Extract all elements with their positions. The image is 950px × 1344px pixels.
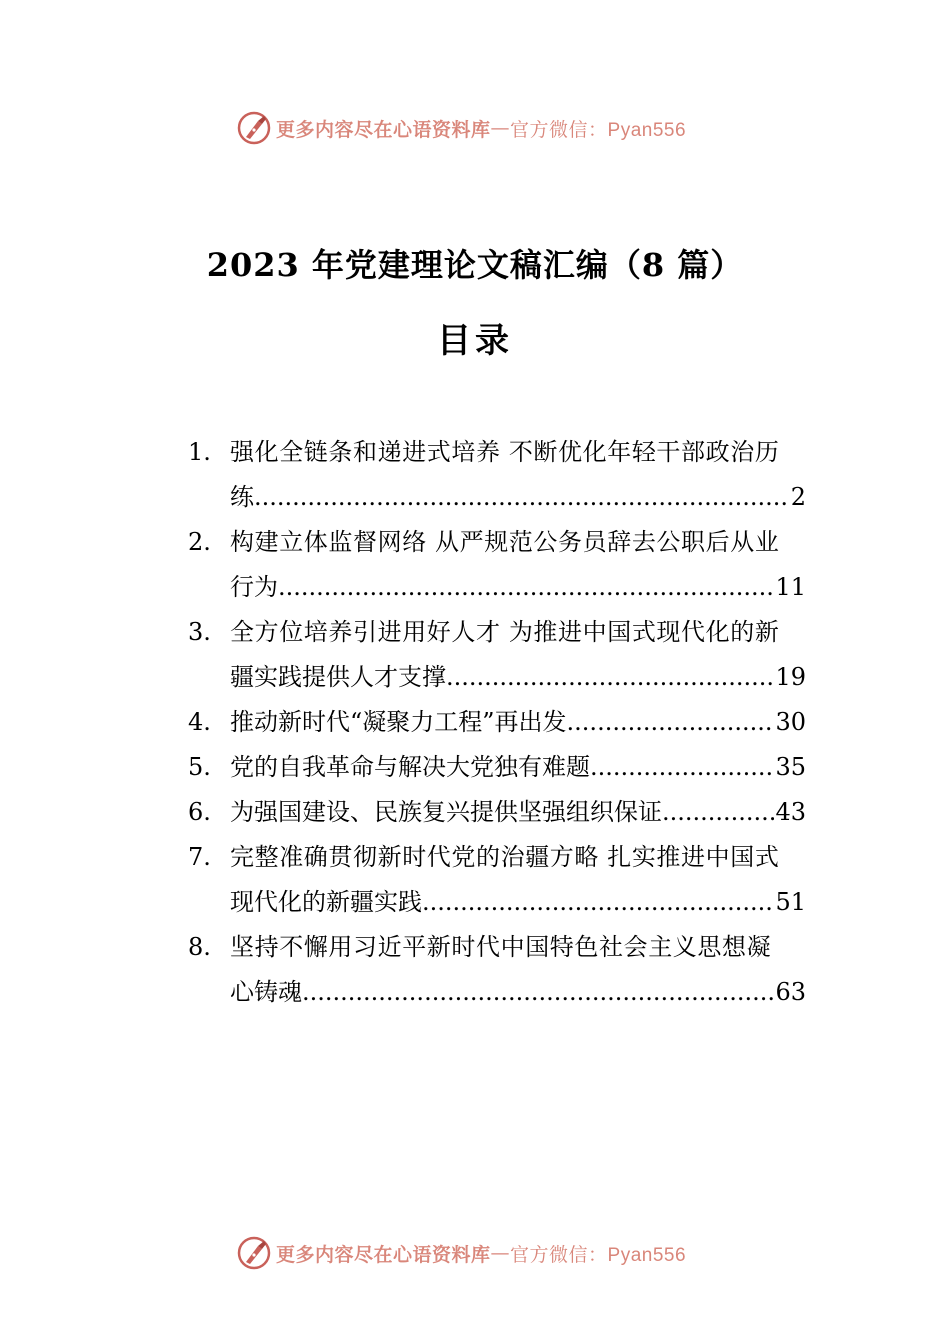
leader-dots <box>278 565 774 610</box>
leader-dots <box>446 655 774 700</box>
toc-entry-number: 3. <box>188 618 211 646</box>
toc-entry[interactable] <box>188 745 806 790</box>
toc-entry[interactable] <box>188 610 806 700</box>
toc-entry-number: 7. <box>188 843 211 871</box>
toc-entry-number: 5. <box>188 753 211 781</box>
toc-entry-number: 6. <box>188 798 211 826</box>
toc-entry-title: 为强国建设、民族复兴提供坚强组织保证 <box>230 798 662 826</box>
leader-dots <box>567 700 775 745</box>
leader-dots <box>590 745 774 790</box>
header-watermark <box>0 108 950 148</box>
toc-entry-number: 1. <box>188 438 211 466</box>
table-of-contents <box>188 430 806 1015</box>
toc-entry-page: 51 <box>775 888 806 916</box>
toc-entry-title: 党的自我革命与解决大党独有难题 <box>230 753 590 781</box>
toc-entry-page: 63 <box>775 978 806 1006</box>
toc-entry-title: 坚持不懈用习近平新时代中国特色社会主义思想凝 <box>230 933 772 961</box>
toc-entry-number: 8. <box>188 933 211 961</box>
toc-entry-title: 构建立体监督网络 从严规范公务员辞去公职后从业 <box>230 528 780 556</box>
document-title: 2023 年党建理论文稿汇编（8 篇） <box>206 246 744 284</box>
watermark-text: 更多内容尽在心语资料库 <box>276 118 491 141</box>
toc-entry[interactable] <box>188 430 806 520</box>
watermark-text: 更多内容尽在心语资料库 <box>276 1243 491 1266</box>
pen-nib-logo-icon <box>236 1235 272 1271</box>
toc-entry-title-cont: 现代化的新疆实践 <box>230 888 422 916</box>
toc-entry[interactable] <box>188 700 806 745</box>
toc-entry-page: 2 <box>790 483 806 511</box>
pen-nib-logo-icon <box>236 110 272 146</box>
toc-entry-number: 4. <box>188 708 211 736</box>
toc-entry-page: 19 <box>775 663 806 691</box>
toc-entry-page: 11 <box>775 573 806 601</box>
toc-entry[interactable] <box>188 790 806 835</box>
toc-heading: 目录 <box>437 321 513 361</box>
toc-entry-page: 30 <box>775 708 806 736</box>
toc-entry-title: 强化全链条和递进式培养 不断优化年轻干部政治历 <box>230 438 780 466</box>
footer-watermark <box>0 1233 950 1273</box>
toc-entry-title: 完整准确贯彻新时代党的治疆方略 扎实推进中国式 <box>230 843 780 871</box>
watermark-separator: — <box>490 117 511 139</box>
toc-entry-number: 2. <box>188 528 211 556</box>
toc-entry-title-cont: 行为 <box>230 573 278 601</box>
toc-entry[interactable] <box>188 520 806 610</box>
toc-entry-title-cont: 心铸魂 <box>230 978 302 1006</box>
toc-entry-title-cont: 疆实践提供人才支撑 <box>230 663 446 691</box>
toc-entry-title: 全方位培养引进用好人才 为推进中国式现代化的新 <box>230 618 780 646</box>
toc-entry-page: 43 <box>775 798 806 826</box>
toc-entry[interactable] <box>188 925 806 1015</box>
leader-dots <box>302 970 774 1015</box>
toc-entry-page: 35 <box>775 753 806 781</box>
toc-entry-title: 推动新时代“凝聚力工程”再出发 <box>230 708 567 736</box>
watermark-wechat: 官方微信：Pyan556 <box>510 1244 687 1266</box>
toc-entry[interactable] <box>188 835 806 925</box>
watermark-wechat: 官方微信：Pyan556 <box>510 119 687 141</box>
leader-dots <box>254 475 790 520</box>
toc-entry-title-cont: 练 <box>230 483 254 511</box>
leader-dots <box>422 880 774 925</box>
watermark-separator: — <box>490 1242 511 1264</box>
leader-dots <box>662 790 774 835</box>
